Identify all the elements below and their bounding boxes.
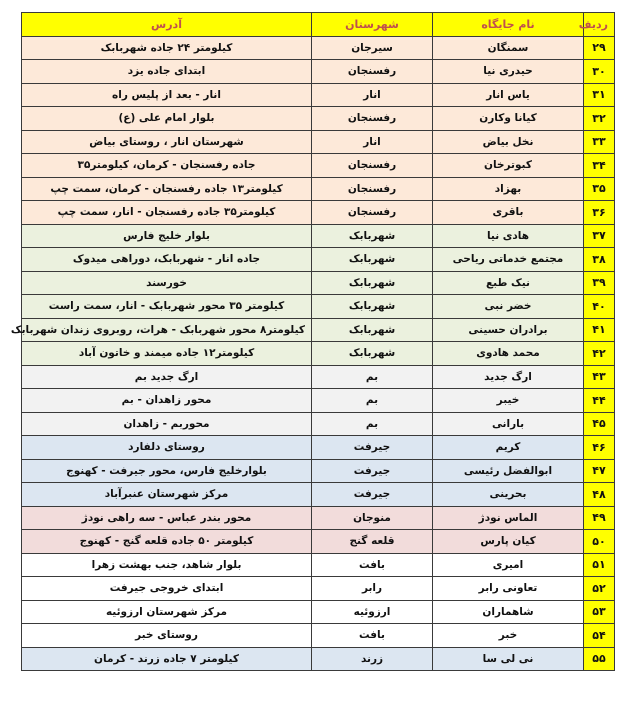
city-cell: بم [312,412,433,436]
table-row [22,436,615,460]
table-row [22,36,615,60]
stations-table-container [10,12,614,671]
address-cell: بلوار شاهد، جنب بهشت زهرا [22,553,312,577]
table-row [22,342,615,366]
station-name-cell: خیبر [433,389,584,413]
table-row [22,647,615,671]
station-name-cell: محمد هادوی [433,342,584,366]
address-cell: محور بندر عباس - سه راهی نودژ [22,506,312,530]
station-name-cell: کریم [433,436,584,460]
row-number-cell: ۵۳ [584,600,615,624]
station-name-cell: بحرینی [433,483,584,507]
row-number-cell: ۴۶ [584,436,615,460]
station-name-cell: مجتمع خدماتی ریاحی [433,248,584,272]
station-name-cell: امیری [433,553,584,577]
table-row [22,483,615,507]
station-name-cell: نیک طبع [433,271,584,295]
station-name-cell: کیانا وکارن [433,107,584,131]
address-cell: بلوار امام علی (ع) [22,107,312,131]
row-number-cell: ۴۱ [584,318,615,342]
station-name-cell: ارگ جدید [433,365,584,389]
table-row [22,201,615,225]
address-cell: کیلومتر ۵۰ جاده قلعه گنج - کهنوج [22,530,312,554]
row-number-cell: ۳۳ [584,130,615,154]
address-cell: روستای خبر [22,624,312,648]
station-name-cell: ابوالفضل رئیسی [433,459,584,483]
station-name-cell: سمنگان [433,36,584,60]
address-cell: کیلومتر۸ محور شهربابک - هرات، روبروی زندان شهربابک [22,318,312,342]
row-number-cell: ۴۵ [584,412,615,436]
table-row [22,506,615,530]
address-cell: کیلومتر۳۵ جاده رفسنجان - انار، سمت چپ [22,201,312,225]
column-header-address: آدرس [22,13,312,37]
table-row [22,459,615,483]
address-cell: خورسند [22,271,312,295]
station-name-cell: کبوترخان [433,154,584,178]
column-header-name: نام جایگاه [433,13,584,37]
address-cell: مرکز شهرستان ارزوئیه [22,600,312,624]
table-row [22,271,615,295]
table-row [22,60,615,84]
stations-table [10,12,615,671]
city-cell: شهربابک [312,248,433,272]
address-cell: کیلومتر۱۳ جاده رفسنجان - کرمان، سمت چپ [22,177,312,201]
table-row [22,248,615,272]
city-cell: رفسنجان [312,177,433,201]
row-number-cell: ۳۶ [584,201,615,225]
row-number-cell: ۳۱ [584,83,615,107]
address-cell: ارگ جدید بم [22,365,312,389]
station-name-cell: الماس نودژ [433,506,584,530]
station-name-cell: برادران حسینی [433,318,584,342]
row-number-cell: ۵۴ [584,624,615,648]
station-name-cell: هادی نیا [433,224,584,248]
address-cell: محور زاهدان - بم [22,389,312,413]
table-row [22,83,615,107]
city-cell: ارزوئیه [312,600,433,624]
table-row [22,412,615,436]
city-cell: بم [312,365,433,389]
city-cell: انار [312,83,433,107]
table-row [22,389,615,413]
city-cell: شهربابک [312,271,433,295]
address-cell: بلوار خلیج فارس [22,224,312,248]
address-cell: کیلومتر ۲۴ جاده شهربابک [22,36,312,60]
city-cell: رابر [312,577,433,601]
station-name-cell: خضر نبی [433,295,584,319]
address-cell: روستای دلفارد [22,436,312,460]
row-number-cell: ۴۲ [584,342,615,366]
row-number-cell: ۴۷ [584,459,615,483]
table-row [22,130,615,154]
table-row [22,553,615,577]
row-number-cell: ۵۱ [584,553,615,577]
city-cell: انار [312,130,433,154]
table-row [22,224,615,248]
city-cell: رفسنجان [312,107,433,131]
row-number-cell: ۳۴ [584,154,615,178]
row-number-cell: ۳۸ [584,248,615,272]
row-number-cell: ۵۵ [584,647,615,671]
station-name-cell: حیدری نیا [433,60,584,84]
station-name-cell: خبر [433,624,584,648]
city-cell: سیرجان [312,36,433,60]
city-cell: شهربابک [312,318,433,342]
city-cell: بافت [312,624,433,648]
row-number-cell: ۲۹ [584,36,615,60]
address-cell: محوربم - زاهدان [22,412,312,436]
address-cell: ابتدای جاده یزد [22,60,312,84]
row-number-cell: ۴۴ [584,389,615,413]
address-cell: ابتدای خروجی جیرفت [22,577,312,601]
address-cell: انار - بعد از پلیس راه [22,83,312,107]
table-row [22,107,615,131]
city-cell: شهربابک [312,295,433,319]
row-number-cell: ۳۲ [584,107,615,131]
station-name-cell: بارانی [433,412,584,436]
city-cell: شهربابک [312,342,433,366]
table-body [10,36,615,671]
city-cell: جیرفت [312,483,433,507]
row-number-cell: ۵۲ [584,577,615,601]
table-row [22,295,615,319]
station-name-cell: کیان پارس [433,530,584,554]
table-row [22,177,615,201]
station-name-cell: باقری [433,201,584,225]
station-name-cell: یاس انار [433,83,584,107]
table-row [22,624,615,648]
city-cell: زرند [312,647,433,671]
row-number-cell: ۴۰ [584,295,615,319]
address-cell: جاده رفسنجان - کرمان، کیلومتر۳۵ [22,154,312,178]
table-row [22,530,615,554]
column-header-radif: ردیف [584,13,615,37]
address-cell: جاده انار - شهربابک، دوراهی میدوک [22,248,312,272]
address-cell: مرکز شهرستان عنبرآباد [22,483,312,507]
row-number-cell: ۵۰ [584,530,615,554]
city-cell: قلعه گنج [312,530,433,554]
city-cell: رفسنجان [312,201,433,225]
city-cell: رفسنجان [312,154,433,178]
row-number-cell: ۳۹ [584,271,615,295]
row-number-cell: ۴۳ [584,365,615,389]
city-cell: منوجان [312,506,433,530]
city-cell: رفسنجان [312,60,433,84]
row-number-cell: ۳۷ [584,224,615,248]
city-cell: بافت [312,553,433,577]
station-name-cell: تعاونی رابر [433,577,584,601]
city-cell: جیرفت [312,459,433,483]
table-row [22,318,615,342]
address-cell: شهرستان انار ، روستای بیاض [22,130,312,154]
address-cell: کیلومتر۱۲ جاده میمند و خاتون آباد [22,342,312,366]
row-number-cell: ۴۸ [584,483,615,507]
address-cell: بلوارخلیج فارس، محور جیرفت - کهنوج [22,459,312,483]
table-row [22,577,615,601]
city-cell: بم [312,389,433,413]
row-number-cell: ۴۹ [584,506,615,530]
city-cell: شهربابک [312,224,433,248]
address-cell: کیلومتر ۷ جاده زرند - کرمان [22,647,312,671]
row-number-cell: ۳۵ [584,177,615,201]
table-row [22,154,615,178]
station-name-cell: شاهماران [433,600,584,624]
table-header-row [22,13,615,37]
station-name-cell: بهزاد [433,177,584,201]
row-number-cell: ۳۰ [584,60,615,84]
city-cell: جیرفت [312,436,433,460]
station-name-cell: نخل بیاض [433,130,584,154]
address-cell: کیلومتر ۳۵ محور شهربابک - انار، سمت راست [22,295,312,319]
station-name-cell: نی لی سا [433,647,584,671]
column-header-city: شهرستان [312,13,433,37]
table-row [22,365,615,389]
table-row [22,600,615,624]
